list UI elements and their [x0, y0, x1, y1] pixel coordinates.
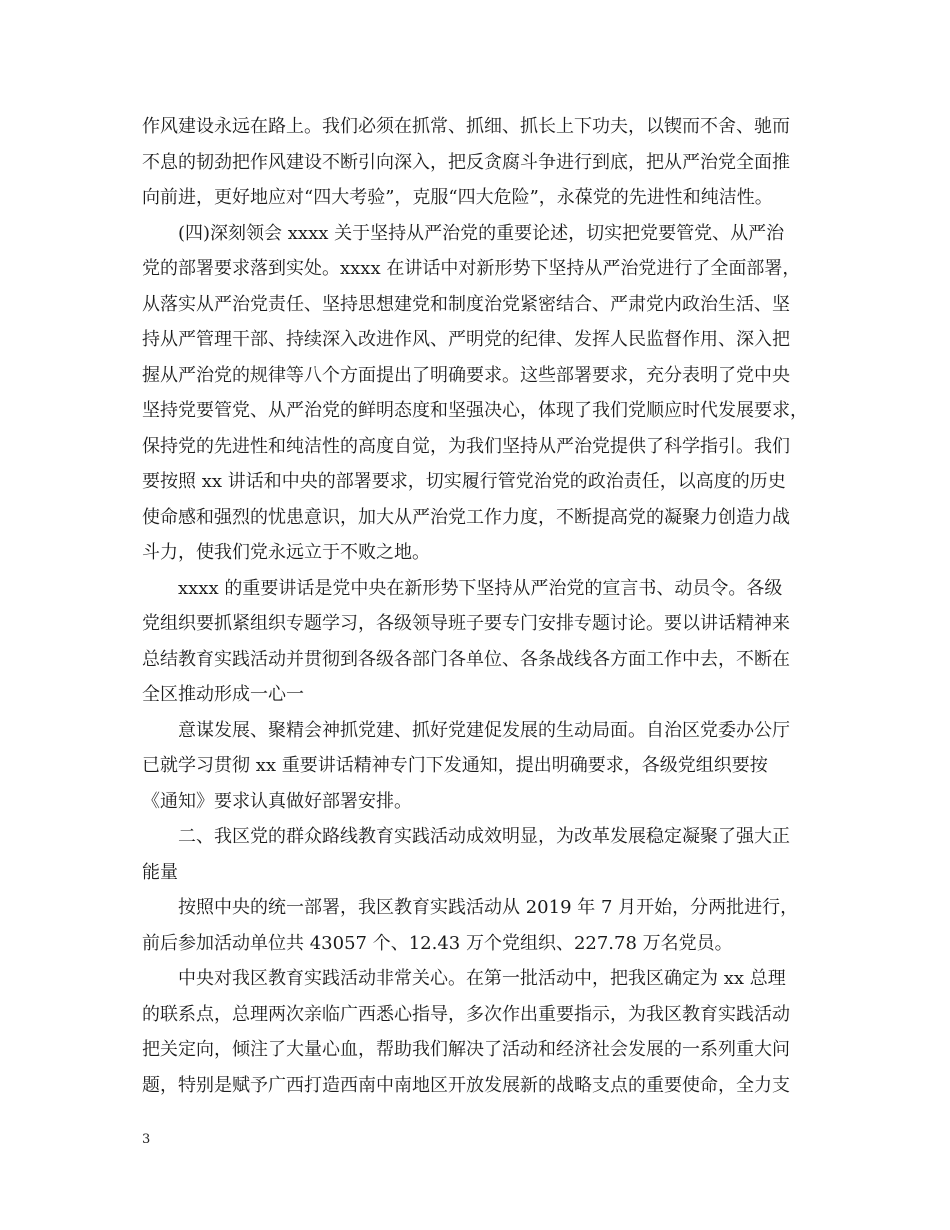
text-line: 斗力，使我们党永远立于不败之地。: [142, 542, 430, 563]
text-line: 的联系点，总理两次亲临广西悉心指导，多次作出重要指示，为我区教育实践活动: [142, 1003, 790, 1025]
text-line: 使命感和强烈的忧患意识，加大从严治党工作力度，不断提高党的凝聚力创造力战: [142, 506, 790, 528]
text-line: 《通知》要求认真做好部署安排。: [142, 790, 412, 812]
text-line: 按照中央的统一部署，我区教育实践活动从 2019 年 7 月开始，分两批进行，: [178, 897, 799, 918]
text-line: 作风建设永远在路上。我们必须在抓常、抓细、抓长上下功夫，以锲而不舍、驰而: [142, 116, 790, 137]
text-line: 总结教育实践活动并贯彻到各级各部门各单位、各条战线各方面工作中去，不断在: [142, 648, 790, 670]
text-line: 不息的韧劲把作风建设不断引向深入，把反贪腐斗争进行到底，把从严治党全面推: [142, 151, 790, 173]
page-number: 3: [142, 1132, 151, 1147]
text-line: 意谋发展、聚精会神抓党建、抓好党建促发展的生动局面。自治区党委办公厅: [178, 719, 790, 741]
text-line: 持从严管理干部、持续深入改进作风、严明党的纪律、发挥人民监督作用、深入把: [142, 329, 790, 350]
text-line: 能量: [142, 861, 178, 883]
text-line: 保持党的先进性和纯洁性的高度自觉，为我们坚持从严治党提供了科学指引。我们: [142, 435, 790, 457]
text-line: 握从严治党的规律等八个方面提出了明确要求。这些部署要求，充分表明了党中央: [142, 364, 790, 386]
text-line: 二、我区党的群众路线教育实践活动成效明显，为改革发展稳定凝聚了强大正: [178, 826, 790, 847]
text-line: 从落实从严治党责任、坚持思想建党和制度治党紧密结合、严肃党内政治生活、坚: [142, 293, 790, 315]
text-line: 已就学习贯彻 xx 重要讲话精神专门下发通知，提出明确要求，各级党组织要按: [142, 755, 768, 776]
text-line: 党组织要抓紧组织专题学习，各级领导班子要专门安排专题讨论。要以讲话精神来: [142, 613, 790, 634]
text-line: xxxx 的重要讲话是党中央在新形势下坚持从严治党的宣言书、动员令。各级: [178, 577, 783, 599]
text-line: (四)深刻领会 xxxx 关于坚持从严治党的重要论述，切实把党要管党、从严治: [178, 222, 785, 244]
text-line: 中央对我区教育实践活动非常关心。在第一批活动中，把我区确定为 xx 总理: [178, 968, 786, 989]
text-line: 向前进，更好地应对“四大考验”，克服“四大危险”，永葆党的先进性和纯洁性。: [142, 187, 773, 208]
text-line: 前后参加活动单位共 43057 个、12.43 万个党组织、227.78 万名党员。: [142, 932, 733, 954]
text-line: 党的部署要求落到实处。xxxx 在讲话中对新形势下坚持从严治党进行了全面部署，: [142, 258, 801, 279]
text-line: 把关定向，倾注了大量心血，帮助我们解决了活动和经济社会发展的一系列重大问: [142, 1039, 790, 1060]
text-line: 坚持党要管党、从严治党的鲜明态度和坚强决心，体现了我们党顺应时代发展要求，: [142, 400, 808, 421]
text-line: 要按照 xx 讲话和中央的部署要求，切实履行管党治党的政治责任，以高度的历史: [142, 471, 786, 492]
text-line: 全区推动形成一心一: [142, 684, 304, 705]
document-body: [142, 109, 812, 1103]
text-line: 题，特别是赋予广西打造西南中南地区开放发展新的战略支点的重要使命，全力支: [142, 1074, 790, 1096]
